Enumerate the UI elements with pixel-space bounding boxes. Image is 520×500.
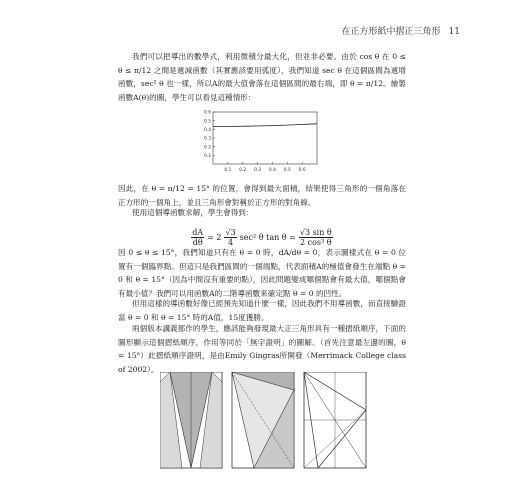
y-tick-label: 0.4 [204,127,211,133]
folding-figure-1 [160,372,222,468]
folding-figures [160,372,370,472]
eq-lhs-denominator: dθ [192,238,203,247]
folding-figure-3 [304,372,366,468]
page-number: 11 [448,27,460,37]
paragraph-6: 兩個版本講義都作的學生，應該能夠發現最大正三角形具有一種摺紙順序，下面的圖形顯示這個摺紙順序，作用等同於「無字證明」的圖解。（首先注意最左邊的圖，θ = 15°）此摺紙順序證明，是由Emily Gingras所開發（Merrimack College class of 2002）。 [118,324,406,374]
y-tick-label: 0.2 [204,145,211,151]
eq-middle-term: sec² θ tan θ = [239,233,296,242]
chart-frame [213,112,317,164]
x-tick-label: 0.3 [254,168,262,173]
eq-coef-numerator: √3 [225,228,236,237]
y-tick-label: 0.1 [204,153,211,159]
area-function-chart [197,108,321,178]
folding-figure-2 [232,372,294,468]
page-header-title: 在正方形紙中摺正三角形 [341,27,441,37]
area-curve [213,124,317,127]
x-tick-label: 0.6 [298,168,306,173]
eq-rhs-numerator: √3 sin θ [299,228,332,237]
x-tick-label: 0.4 [268,168,276,173]
derivative-equation [118,228,406,247]
x-tick-label: 0.5 [283,168,291,173]
eq-lhs-numerator: dA [192,228,204,237]
paragraph-2: 因此，在 θ = π/12 = 15° 的位置，會得到最大面積，結果使得三角形的一個角落在正方形的一個角上，並且三角形會對稱於正方形的對角線。 [118,184,406,207]
eq-rhs-denominator: 2 cos³ θ [299,238,332,247]
x-tick-label: 0.2 [239,168,247,173]
y-tick-label: 0.6 [204,110,211,116]
x-tick-label: 0.1 [224,168,232,173]
paragraph-1: 我們可以把導出的數學式，利用微積分最大化，但並非必要。由於 cos θ 在 0 ≤ θ ≤ π/12 之間是遞減函數（其實應該要用弧度），我們知道 sec θ 在這個區間為遞增函數，sec² θ 也一樣，所以A的最大值會落在這個區間的最右端，即 θ = π/12。繪製函數A(θ)的圖，學生可以看見這種情形： [118,52,406,102]
paragraph-5: 但用這樣的導函數好像已經預先知道什麼一樣，因此我們不用導函數，而直接驗證當 θ = 0 和 θ = 15° 時的A值，15度獲勝。 [118,299,406,322]
y-tick-label: 0.5 [204,119,211,125]
eq-equals-two: = 2 [207,233,222,242]
paragraph-3: 使用這個導函數求解，學生會得到： [132,208,254,217]
chart-plot [204,110,317,173]
page-header [342,24,460,37]
y-tick-label: 0.3 [204,136,211,142]
paragraph-4: 因 0 ≤ θ ≤ 15°，我們知道只有在 θ = 0 時，dA/dθ = 0，表示圖樣式在 θ = 0 位置有一個臨界點。但這只是我們區間的一個端點，代表面積A的極值會發生在端點 θ = 0 和 θ = 15°（因為中間沒有重要的點），因此問題變成哪個點會有最大值，哪個點會有最小值？我們可以用函數A的二階導函數來確定點 θ = 0 的凹性。 [118,248,406,298]
eq-coef-denominator: 4 [228,238,234,247]
